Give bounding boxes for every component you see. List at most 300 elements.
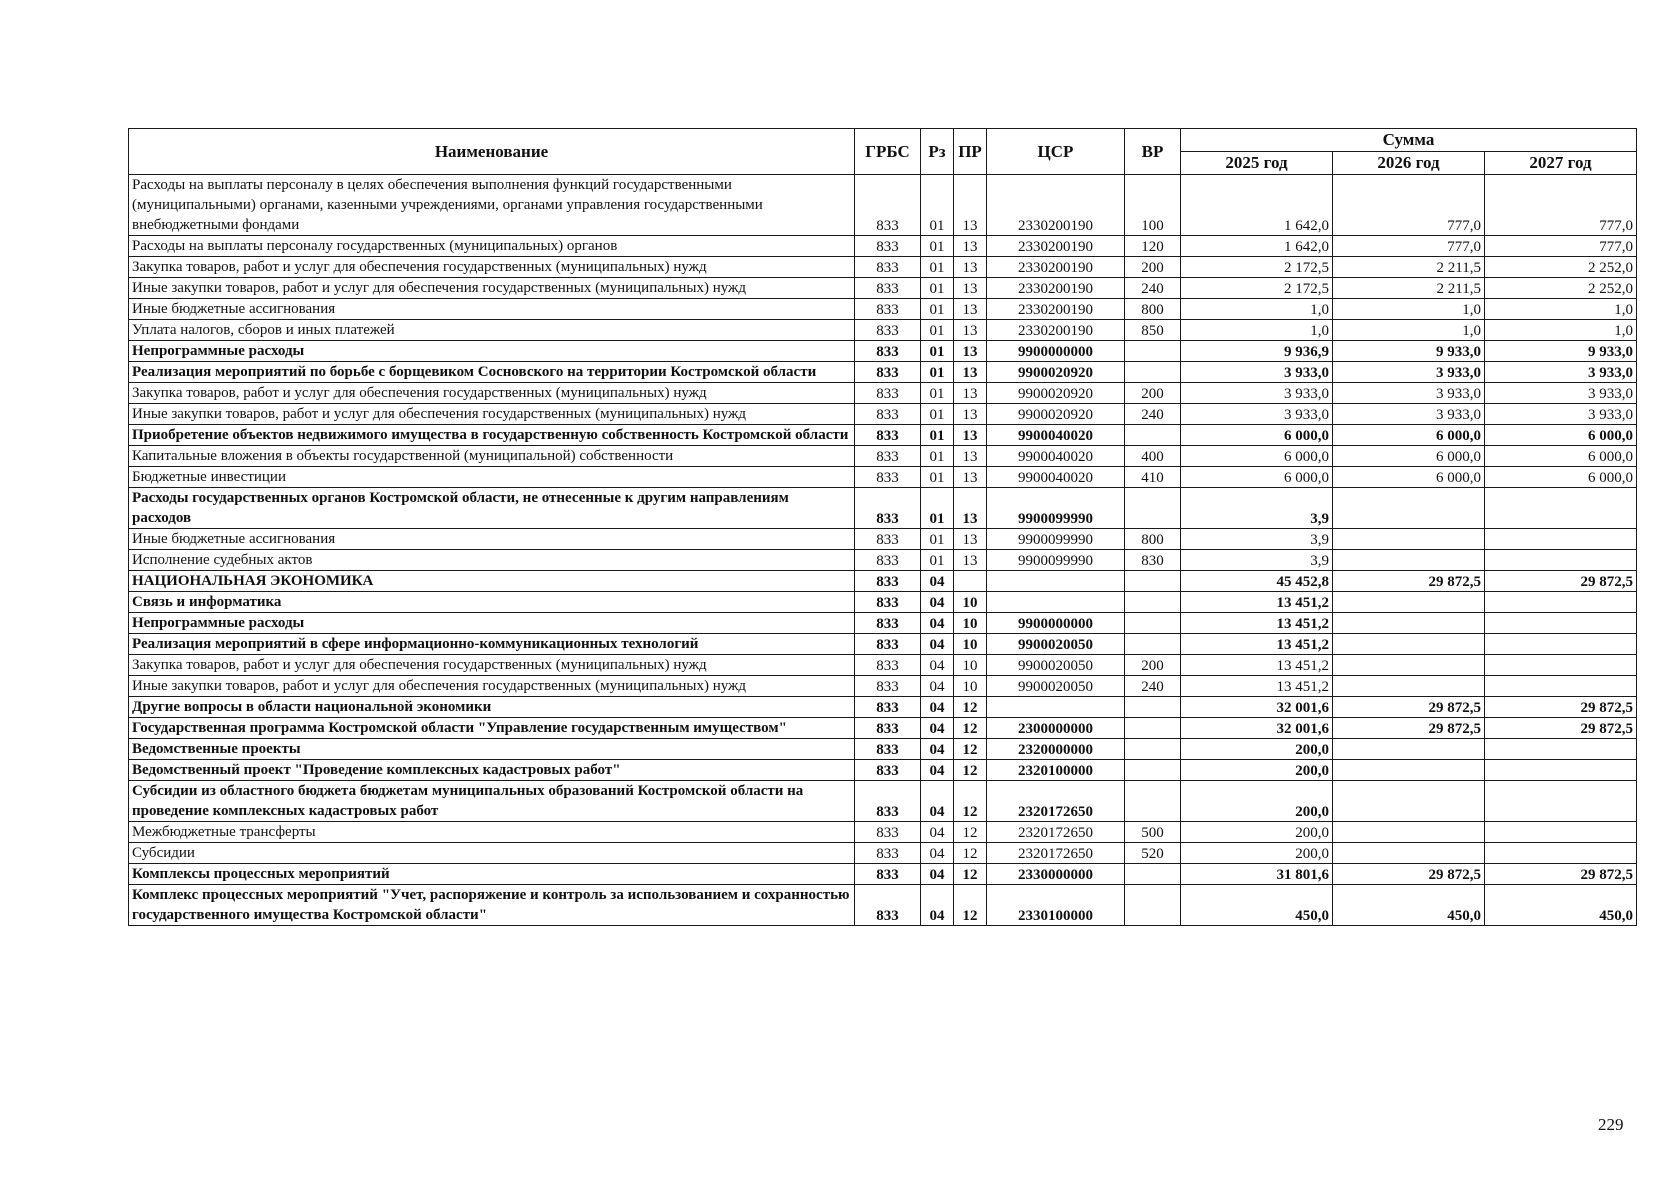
cell-csr: 9900040020 bbox=[987, 467, 1125, 488]
page-number: 229 bbox=[1598, 1115, 1624, 1134]
cell-pr: 13 bbox=[954, 404, 987, 425]
cell-2026 bbox=[1333, 613, 1485, 634]
cell-rz: 04 bbox=[921, 739, 954, 760]
cell-rz: 01 bbox=[921, 425, 954, 446]
cell-csr: 9900099990 bbox=[987, 488, 1125, 529]
cell-name: Расходы государственных органов Костромской области, не отнесенные к другим направлениям расходов bbox=[129, 488, 855, 529]
cell-2025: 200,0 bbox=[1181, 739, 1333, 760]
cell-csr: 2320000000 bbox=[987, 739, 1125, 760]
cell-vr: 850 bbox=[1125, 320, 1181, 341]
cell-vr: 500 bbox=[1125, 822, 1181, 843]
cell-2026 bbox=[1333, 488, 1485, 529]
cell-rz: 01 bbox=[921, 446, 954, 467]
cell-2026: 2 211,5 bbox=[1333, 257, 1485, 278]
cell-2026 bbox=[1333, 529, 1485, 550]
cell-csr: 9900000000 bbox=[987, 613, 1125, 634]
cell-pr: 12 bbox=[954, 718, 987, 739]
cell-csr: 2320172650 bbox=[987, 843, 1125, 864]
table-row bbox=[129, 760, 1637, 781]
cell-rz: 01 bbox=[921, 278, 954, 299]
cell-pr: 10 bbox=[954, 613, 987, 634]
cell-rz: 04 bbox=[921, 843, 954, 864]
cell-vr bbox=[1125, 571, 1181, 592]
cell-rz: 04 bbox=[921, 718, 954, 739]
cell-2026: 9 933,0 bbox=[1333, 341, 1485, 362]
cell-rz: 01 bbox=[921, 550, 954, 571]
cell-pr: 12 bbox=[954, 739, 987, 760]
cell-2026: 6 000,0 bbox=[1333, 425, 1485, 446]
cell-pr: 13 bbox=[954, 341, 987, 362]
cell-vr bbox=[1125, 425, 1181, 446]
cell-csr: 9900040020 bbox=[987, 446, 1125, 467]
cell-csr: 2330100000 bbox=[987, 885, 1125, 926]
cell-pr: 13 bbox=[954, 362, 987, 383]
cell-2026 bbox=[1333, 550, 1485, 571]
cell-2027: 2 252,0 bbox=[1485, 278, 1637, 299]
cell-rz: 04 bbox=[921, 676, 954, 697]
cell-2026 bbox=[1333, 655, 1485, 676]
cell-grbs: 833 bbox=[855, 257, 921, 278]
cell-csr: 2330000000 bbox=[987, 864, 1125, 885]
cell-2025: 3,9 bbox=[1181, 529, 1333, 550]
cell-vr bbox=[1125, 362, 1181, 383]
cell-2025: 1,0 bbox=[1181, 320, 1333, 341]
cell-rz: 04 bbox=[921, 781, 954, 822]
table-row bbox=[129, 676, 1637, 697]
cell-csr: 2320172650 bbox=[987, 781, 1125, 822]
cell-grbs: 833 bbox=[855, 592, 921, 613]
cell-name: НАЦИОНАЛЬНАЯ ЭКОНОМИКА bbox=[129, 571, 855, 592]
cell-2027: 777,0 bbox=[1485, 175, 1637, 236]
cell-name: Ведомственные проекты bbox=[129, 739, 855, 760]
cell-2025: 1 642,0 bbox=[1181, 175, 1333, 236]
cell-csr: 2300000000 bbox=[987, 718, 1125, 739]
table-row bbox=[129, 592, 1637, 613]
cell-name: Закупка товаров, работ и услуг для обеспечения государственных (муниципальных) нужд bbox=[129, 655, 855, 676]
table-row bbox=[129, 320, 1637, 341]
cell-csr: 9900020920 bbox=[987, 404, 1125, 425]
cell-vr: 240 bbox=[1125, 278, 1181, 299]
cell-pr: 13 bbox=[954, 446, 987, 467]
cell-2026: 6 000,0 bbox=[1333, 446, 1485, 467]
cell-rz: 01 bbox=[921, 299, 954, 320]
cell-pr: 10 bbox=[954, 634, 987, 655]
cell-csr: 9900020050 bbox=[987, 634, 1125, 655]
cell-vr bbox=[1125, 718, 1181, 739]
header-2026: 2026 год bbox=[1333, 152, 1485, 175]
cell-pr: 13 bbox=[954, 299, 987, 320]
cell-rz: 01 bbox=[921, 383, 954, 404]
cell-2027: 1,0 bbox=[1485, 320, 1637, 341]
cell-pr: 12 bbox=[954, 864, 987, 885]
header-2025: 2025 год bbox=[1181, 152, 1333, 175]
cell-grbs: 833 bbox=[855, 278, 921, 299]
cell-2026: 3 933,0 bbox=[1333, 404, 1485, 425]
table-row bbox=[129, 843, 1637, 864]
cell-2025: 13 451,2 bbox=[1181, 655, 1333, 676]
cell-grbs: 833 bbox=[855, 718, 921, 739]
cell-vr: 120 bbox=[1125, 236, 1181, 257]
cell-2026 bbox=[1333, 760, 1485, 781]
cell-pr: 13 bbox=[954, 425, 987, 446]
cell-grbs: 833 bbox=[855, 404, 921, 425]
cell-2027 bbox=[1485, 760, 1637, 781]
cell-rz: 01 bbox=[921, 236, 954, 257]
cell-pr: 12 bbox=[954, 781, 987, 822]
cell-2025: 2 172,5 bbox=[1181, 257, 1333, 278]
cell-grbs: 833 bbox=[855, 655, 921, 676]
header-csr: ЦСР bbox=[987, 129, 1125, 175]
cell-name: Исполнение судебных актов bbox=[129, 550, 855, 571]
cell-csr: 9900099990 bbox=[987, 529, 1125, 550]
cell-rz: 04 bbox=[921, 760, 954, 781]
header-2027: 2027 год bbox=[1485, 152, 1637, 175]
cell-rz: 04 bbox=[921, 885, 954, 926]
cell-rz: 01 bbox=[921, 341, 954, 362]
cell-2027: 3 933,0 bbox=[1485, 383, 1637, 404]
cell-name: Расходы на выплаты персоналу в целях обеспечения выполнения функций государственными (муниципальными) органами, казенными учреждениями, органами управления государственными внебюджетными фондами bbox=[129, 175, 855, 236]
table-row bbox=[129, 718, 1637, 739]
cell-grbs: 833 bbox=[855, 676, 921, 697]
cell-name: Непрограммные расходы bbox=[129, 613, 855, 634]
cell-vr bbox=[1125, 488, 1181, 529]
cell-2027 bbox=[1485, 529, 1637, 550]
table-row bbox=[129, 362, 1637, 383]
cell-2026: 1,0 bbox=[1333, 299, 1485, 320]
cell-grbs: 833 bbox=[855, 571, 921, 592]
cell-rz: 01 bbox=[921, 488, 954, 529]
table-row bbox=[129, 341, 1637, 362]
cell-pr: 10 bbox=[954, 592, 987, 613]
cell-2026: 6 000,0 bbox=[1333, 467, 1485, 488]
cell-csr: 9900000000 bbox=[987, 341, 1125, 362]
cell-pr bbox=[954, 571, 987, 592]
cell-grbs: 833 bbox=[855, 529, 921, 550]
cell-2025: 13 451,2 bbox=[1181, 613, 1333, 634]
cell-grbs: 833 bbox=[855, 634, 921, 655]
cell-2025: 32 001,6 bbox=[1181, 718, 1333, 739]
cell-pr: 13 bbox=[954, 383, 987, 404]
cell-pr: 12 bbox=[954, 843, 987, 864]
cell-2025: 200,0 bbox=[1181, 843, 1333, 864]
cell-grbs: 833 bbox=[855, 320, 921, 341]
cell-2025: 6 000,0 bbox=[1181, 446, 1333, 467]
cell-2026: 777,0 bbox=[1333, 175, 1485, 236]
cell-2025: 200,0 bbox=[1181, 822, 1333, 843]
cell-2025: 3,9 bbox=[1181, 550, 1333, 571]
cell-vr: 400 bbox=[1125, 446, 1181, 467]
cell-grbs: 833 bbox=[855, 739, 921, 760]
cell-2025: 31 801,6 bbox=[1181, 864, 1333, 885]
header-grbs: ГРБС bbox=[855, 129, 921, 175]
table-body bbox=[129, 175, 1637, 926]
cell-pr: 12 bbox=[954, 885, 987, 926]
cell-2026 bbox=[1333, 592, 1485, 613]
cell-grbs: 833 bbox=[855, 613, 921, 634]
cell-rz: 04 bbox=[921, 864, 954, 885]
cell-2027: 6 000,0 bbox=[1485, 425, 1637, 446]
cell-grbs: 833 bbox=[855, 467, 921, 488]
cell-vr: 410 bbox=[1125, 467, 1181, 488]
cell-2027 bbox=[1485, 550, 1637, 571]
cell-pr: 12 bbox=[954, 822, 987, 843]
cell-2026: 29 872,5 bbox=[1333, 697, 1485, 718]
cell-grbs: 833 bbox=[855, 175, 921, 236]
cell-2025: 200,0 bbox=[1181, 781, 1333, 822]
cell-grbs: 833 bbox=[855, 864, 921, 885]
cell-2027: 6 000,0 bbox=[1485, 446, 1637, 467]
cell-csr: 9900099990 bbox=[987, 550, 1125, 571]
cell-2025: 9 936,9 bbox=[1181, 341, 1333, 362]
header-pr: ПР bbox=[954, 129, 987, 175]
cell-pr: 10 bbox=[954, 676, 987, 697]
cell-name: Непрограммные расходы bbox=[129, 341, 855, 362]
cell-name: Иные закупки товаров, работ и услуг для обеспечения государственных (муниципальных) нужд bbox=[129, 278, 855, 299]
cell-2027 bbox=[1485, 613, 1637, 634]
cell-2027: 3 933,0 bbox=[1485, 362, 1637, 383]
table-row bbox=[129, 781, 1637, 822]
cell-grbs: 833 bbox=[855, 760, 921, 781]
cell-csr: 2330200190 bbox=[987, 257, 1125, 278]
table-row bbox=[129, 299, 1637, 320]
table-row bbox=[129, 864, 1637, 885]
cell-pr: 13 bbox=[954, 529, 987, 550]
cell-pr: 13 bbox=[954, 550, 987, 571]
cell-vr: 200 bbox=[1125, 655, 1181, 676]
cell-2025: 6 000,0 bbox=[1181, 425, 1333, 446]
cell-grbs: 833 bbox=[855, 697, 921, 718]
cell-grbs: 833 bbox=[855, 341, 921, 362]
cell-name: Комплексы процессных мероприятий bbox=[129, 864, 855, 885]
cell-csr: 2330200190 bbox=[987, 175, 1125, 236]
table-header bbox=[129, 129, 1637, 175]
cell-csr: 2330200190 bbox=[987, 299, 1125, 320]
cell-2025: 13 451,2 bbox=[1181, 592, 1333, 613]
cell-2025: 13 451,2 bbox=[1181, 634, 1333, 655]
cell-csr: 2330200190 bbox=[987, 278, 1125, 299]
cell-pr: 10 bbox=[954, 655, 987, 676]
cell-name: Закупка товаров, работ и услуг для обеспечения государственных (муниципальных) нужд bbox=[129, 257, 855, 278]
cell-name: Государственная программа Костромской области "Управление государственным имуществом" bbox=[129, 718, 855, 739]
cell-2027: 29 872,5 bbox=[1485, 571, 1637, 592]
table-row bbox=[129, 446, 1637, 467]
cell-2025: 200,0 bbox=[1181, 760, 1333, 781]
cell-name: Реализация мероприятий по борьбе с борщевиком Сосновского на территории Костромской области bbox=[129, 362, 855, 383]
cell-name: Иные закупки товаров, работ и услуг для обеспечения государственных (муниципальных) нужд bbox=[129, 404, 855, 425]
cell-2027: 29 872,5 bbox=[1485, 864, 1637, 885]
header-rz: Рз bbox=[921, 129, 954, 175]
cell-2026 bbox=[1333, 676, 1485, 697]
cell-name: Субсидии из областного бюджета бюджетам муниципальных образований Костромской области на проведение комплексных кадастровых работ bbox=[129, 781, 855, 822]
table-row bbox=[129, 404, 1637, 425]
table-row bbox=[129, 383, 1637, 404]
cell-pr: 12 bbox=[954, 697, 987, 718]
table-row bbox=[129, 488, 1637, 529]
table-row bbox=[129, 571, 1637, 592]
cell-csr: 9900020050 bbox=[987, 676, 1125, 697]
table-row bbox=[129, 655, 1637, 676]
cell-vr bbox=[1125, 697, 1181, 718]
cell-rz: 01 bbox=[921, 362, 954, 383]
cell-2025: 6 000,0 bbox=[1181, 467, 1333, 488]
cell-2027: 777,0 bbox=[1485, 236, 1637, 257]
cell-name: Связь и информатика bbox=[129, 592, 855, 613]
cell-grbs: 833 bbox=[855, 550, 921, 571]
cell-2025: 2 172,5 bbox=[1181, 278, 1333, 299]
table-row bbox=[129, 739, 1637, 760]
cell-csr bbox=[987, 592, 1125, 613]
cell-rz: 01 bbox=[921, 467, 954, 488]
cell-grbs: 833 bbox=[855, 446, 921, 467]
cell-rz: 01 bbox=[921, 320, 954, 341]
cell-2025: 3 933,0 bbox=[1181, 404, 1333, 425]
table-row bbox=[129, 697, 1637, 718]
cell-2026 bbox=[1333, 843, 1485, 864]
cell-2027: 6 000,0 bbox=[1485, 467, 1637, 488]
cell-name: Другие вопросы в области национальной экономики bbox=[129, 697, 855, 718]
cell-csr: 9900040020 bbox=[987, 425, 1125, 446]
cell-grbs: 833 bbox=[855, 236, 921, 257]
cell-name: Субсидии bbox=[129, 843, 855, 864]
cell-name: Уплата налогов, сборов и иных платежей bbox=[129, 320, 855, 341]
cell-2025: 3 933,0 bbox=[1181, 362, 1333, 383]
cell-name: Иные бюджетные ассигнования bbox=[129, 299, 855, 320]
cell-2027 bbox=[1485, 592, 1637, 613]
cell-grbs: 833 bbox=[855, 299, 921, 320]
cell-2027 bbox=[1485, 739, 1637, 760]
header-name: Наименование bbox=[129, 129, 855, 175]
cell-rz: 01 bbox=[921, 404, 954, 425]
cell-vr: 830 bbox=[1125, 550, 1181, 571]
cell-grbs: 833 bbox=[855, 781, 921, 822]
cell-2027 bbox=[1485, 488, 1637, 529]
cell-vr: 800 bbox=[1125, 299, 1181, 320]
cell-name: Иные закупки товаров, работ и услуг для обеспечения государственных (муниципальных) нужд bbox=[129, 676, 855, 697]
cell-pr: 12 bbox=[954, 760, 987, 781]
table-row bbox=[129, 257, 1637, 278]
cell-grbs: 833 bbox=[855, 843, 921, 864]
cell-pr: 13 bbox=[954, 320, 987, 341]
cell-2027: 29 872,5 bbox=[1485, 718, 1637, 739]
cell-2026: 2 211,5 bbox=[1333, 278, 1485, 299]
cell-csr: 9900020920 bbox=[987, 383, 1125, 404]
cell-pr: 13 bbox=[954, 236, 987, 257]
cell-2027 bbox=[1485, 655, 1637, 676]
cell-2027: 450,0 bbox=[1485, 885, 1637, 926]
cell-rz: 04 bbox=[921, 655, 954, 676]
cell-2025: 3,9 bbox=[1181, 488, 1333, 529]
cell-vr bbox=[1125, 341, 1181, 362]
cell-2026 bbox=[1333, 822, 1485, 843]
cell-vr bbox=[1125, 634, 1181, 655]
cell-vr: 100 bbox=[1125, 175, 1181, 236]
cell-name: Иные бюджетные ассигнования bbox=[129, 529, 855, 550]
cell-2027: 9 933,0 bbox=[1485, 341, 1637, 362]
cell-2025: 32 001,6 bbox=[1181, 697, 1333, 718]
cell-pr: 13 bbox=[954, 278, 987, 299]
cell-2025: 3 933,0 bbox=[1181, 383, 1333, 404]
cell-vr bbox=[1125, 613, 1181, 634]
cell-2026: 29 872,5 bbox=[1333, 571, 1485, 592]
cell-rz: 04 bbox=[921, 592, 954, 613]
cell-2025: 450,0 bbox=[1181, 885, 1333, 926]
table-row bbox=[129, 529, 1637, 550]
cell-2026: 450,0 bbox=[1333, 885, 1485, 926]
cell-vr: 240 bbox=[1125, 404, 1181, 425]
cell-grbs: 833 bbox=[855, 425, 921, 446]
cell-2026: 3 933,0 bbox=[1333, 383, 1485, 404]
cell-csr: 9900020050 bbox=[987, 655, 1125, 676]
header-vr: ВР bbox=[1125, 129, 1181, 175]
cell-vr: 200 bbox=[1125, 383, 1181, 404]
cell-csr bbox=[987, 697, 1125, 718]
cell-pr: 13 bbox=[954, 175, 987, 236]
table-row bbox=[129, 634, 1637, 655]
header-sum: Сумма bbox=[1181, 129, 1637, 152]
cell-2026 bbox=[1333, 739, 1485, 760]
cell-rz: 01 bbox=[921, 175, 954, 236]
cell-2027: 1,0 bbox=[1485, 299, 1637, 320]
cell-csr: 2330200190 bbox=[987, 236, 1125, 257]
cell-vr: 240 bbox=[1125, 676, 1181, 697]
cell-name: Расходы на выплаты персоналу государственных (муниципальных) органов bbox=[129, 236, 855, 257]
cell-vr: 200 bbox=[1125, 257, 1181, 278]
cell-vr: 520 bbox=[1125, 843, 1181, 864]
cell-name: Бюджетные инвестиции bbox=[129, 467, 855, 488]
cell-2027: 29 872,5 bbox=[1485, 697, 1637, 718]
cell-2026: 1,0 bbox=[1333, 320, 1485, 341]
cell-name: Межбюджетные трансферты bbox=[129, 822, 855, 843]
cell-grbs: 833 bbox=[855, 885, 921, 926]
cell-pr: 13 bbox=[954, 257, 987, 278]
table-row bbox=[129, 278, 1637, 299]
cell-2027 bbox=[1485, 676, 1637, 697]
table-row bbox=[129, 425, 1637, 446]
table-row bbox=[129, 467, 1637, 488]
cell-csr: 2330200190 bbox=[987, 320, 1125, 341]
cell-2025: 45 452,8 bbox=[1181, 571, 1333, 592]
cell-2026 bbox=[1333, 634, 1485, 655]
cell-csr bbox=[987, 571, 1125, 592]
table-row bbox=[129, 175, 1637, 236]
cell-2027: 2 252,0 bbox=[1485, 257, 1637, 278]
cell-2026: 3 933,0 bbox=[1333, 362, 1485, 383]
cell-name: Закупка товаров, работ и услуг для обеспечения государственных (муниципальных) нужд bbox=[129, 383, 855, 404]
cell-csr: 2320172650 bbox=[987, 822, 1125, 843]
cell-rz: 01 bbox=[921, 529, 954, 550]
cell-vr bbox=[1125, 781, 1181, 822]
cell-csr: 9900020920 bbox=[987, 362, 1125, 383]
table-row bbox=[129, 613, 1637, 634]
cell-vr bbox=[1125, 760, 1181, 781]
cell-2027 bbox=[1485, 843, 1637, 864]
cell-vr bbox=[1125, 885, 1181, 926]
cell-2026 bbox=[1333, 781, 1485, 822]
cell-rz: 04 bbox=[921, 822, 954, 843]
cell-2027: 3 933,0 bbox=[1485, 404, 1637, 425]
cell-2025: 13 451,2 bbox=[1181, 676, 1333, 697]
budget-table bbox=[128, 128, 1637, 926]
cell-2027 bbox=[1485, 822, 1637, 843]
table-row bbox=[129, 236, 1637, 257]
cell-name: Капитальные вложения в объекты государственной (муниципальной) собственности bbox=[129, 446, 855, 467]
table-row bbox=[129, 885, 1637, 926]
cell-rz: 04 bbox=[921, 634, 954, 655]
cell-2027 bbox=[1485, 781, 1637, 822]
cell-2026: 777,0 bbox=[1333, 236, 1485, 257]
cell-rz: 04 bbox=[921, 571, 954, 592]
cell-name: Комплекс процессных мероприятий "Учет, распоряжение и контроль за использованием и сохранностью государственного имущества Костромской области" bbox=[129, 885, 855, 926]
